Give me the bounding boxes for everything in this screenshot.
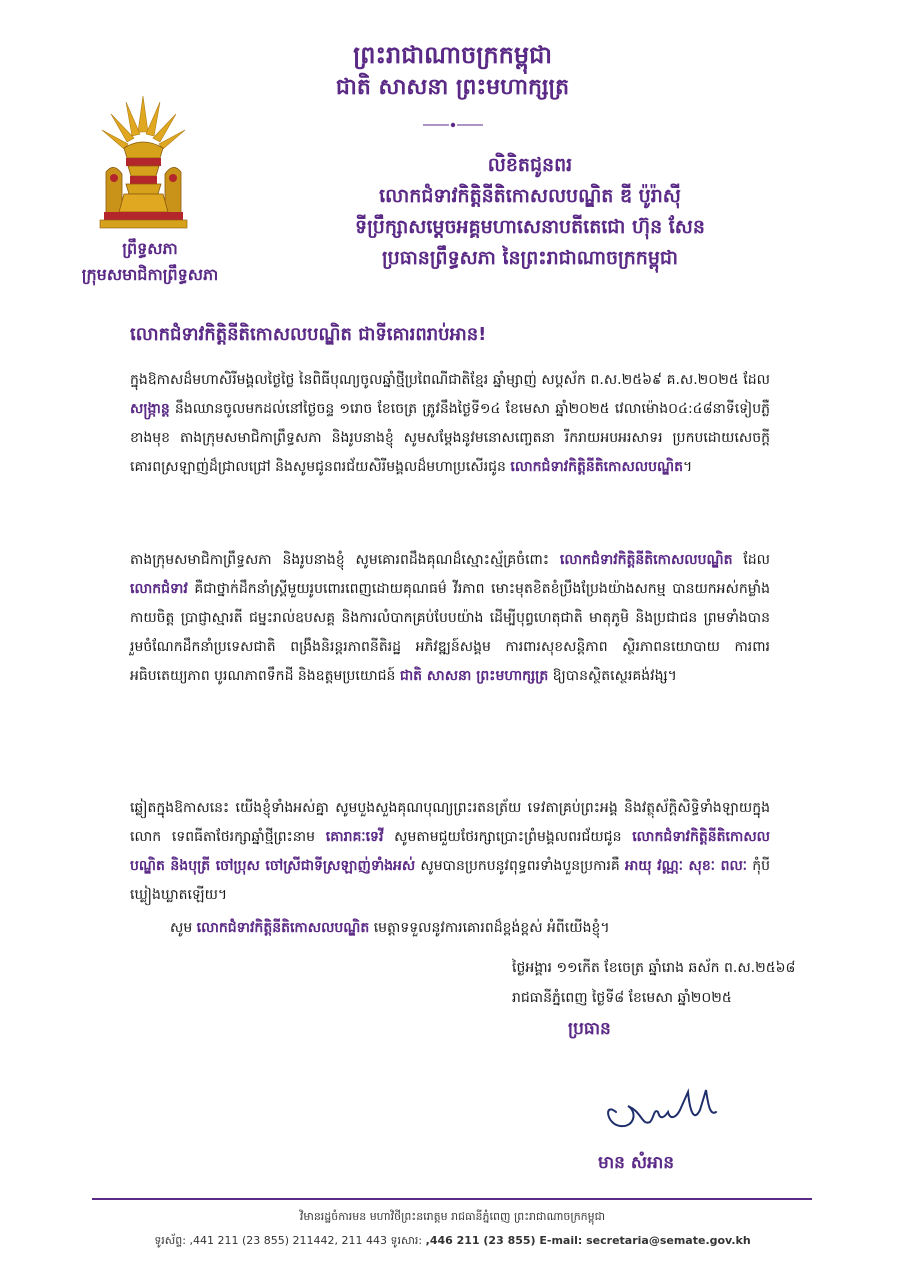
senate-members-group: ក្រុមសមាជិកាព្រឹទ្ធសភា	[81, 265, 219, 284]
highlight: សង្ក្រាន្ត	[130, 401, 170, 417]
text: សូមតាមជួយថែរក្សាប្រោះព្រំមង្គលពរជ័យជូន	[383, 829, 633, 845]
lunar-date: ថ្ងៃអង្គារ ១១កើត ខែចេត្រ ឆ្នាំរោង ឆស័ក ព.ស.២៥៦៨	[512, 960, 796, 976]
highlight: លោកជំទាវកិត្តិនីតិកោសលបណ្ឌិត	[196, 920, 370, 936]
text: ឱ្យបានស្ថិតស្ថេរគង់វង្ស។	[548, 668, 677, 684]
senate-emblem-icon	[96, 92, 191, 232]
email-address: E-mail: secretaria@semate.gov.kh	[535, 1234, 751, 1247]
text: សូម	[170, 920, 197, 936]
body-paragraph-2	[130, 546, 770, 691]
text: កុំបីឃ្លៀងឃ្លាតឡើយ។	[130, 858, 770, 903]
text: ឆ្លៀតក្នុងឱកាសនេះ យើងខ្ញុំទាំងអស់គ្នា សូមបួងសួងគុណបុណ្យព្រះរតនត្រ័យ ទេវតាគ្រប់ព្រះអង្គ និងវត្ថុស័ក្តិសិទ្ធិទាំងឡាយក្នុងលោក ទេពធីតាថែរក្សាឆ្នាំថ្មីព្រះនាម	[130, 800, 770, 845]
highlight: លោកជំទាវកិត្តិនីតិកោសលបណ្ឌិត	[559, 552, 733, 568]
salutation: លោកជំទាវកិត្តិនីតិកោសលបណ្ឌិត ជាទីគោរពរាប់អាន!	[130, 324, 487, 345]
closing-line	[170, 918, 610, 939]
highlight: លោកជំទាវកិត្តិនីតិកោសលបណ្ឌិត	[510, 459, 683, 475]
fax-number: ,446 211 (23 855)	[425, 1234, 536, 1247]
highlight: អាយុ វណ្ណៈ សុខៈ ពលៈ	[624, 858, 748, 874]
signer-name: មាន សំអាន	[598, 1153, 675, 1173]
divider-ornament-icon	[423, 122, 483, 128]
recipient-title-1: ទីប្រឹក្សាសម្តេចអគ្គមហាសេនាបតីតេជោ ហ៊ុន សែន	[355, 216, 705, 238]
national-motto: ជាតិ សាសនា ព្រះមហាក្សត្រ	[335, 75, 570, 100]
text: គឺជាថ្នាក់ដឹកនាំស្ត្រីមួយរូបពោរពេញដោយគុណធម៌ វីរភាព មោះមុតខិតខំប្រឹងប្រែងយ៉ាងសកម្ម បានយកអស់កម្លាំងកាយចិត្ត ប្រាជ្ញាស្មារតី ជម្នះរាល់ឧបសគ្គ និងការលំបាកគ្រប់បែបយ៉ាង ដើម្បីបុព្វហេតុជាតិ មាតុភូមិ និងប្រជាជន ព្រមទាំងបានរួមចំណែកដឹកនាំប្រទេសជាតិ ពង្រឹងនិរន្តរភាពនីតិរដ្ឋ អភិវឌ្ឍន៍សង្គម ការពារសុខសន្តិភាព ស្ថិរភាពនយោបាយ ការពារអធិបតេយ្យភាព បូរណភាពទឹកដី និងឧត្តមប្រយោជន៍	[130, 581, 770, 684]
signer-role: ប្រធាន	[568, 1019, 611, 1039]
body-paragraph-1	[130, 366, 770, 482]
footer-divider	[92, 1198, 812, 1200]
text: ដែល	[732, 552, 770, 568]
text: តាងក្រុមសមាជិកាព្រឹទ្ធសភា និងរូបនាងខ្ញុំ សូមគោរពដឹងគុណដ៏ស្មោះស្ម័គ្រចំពោះ	[130, 552, 560, 568]
highlight: លោកជំទាវ	[130, 581, 188, 597]
text: សូមបានប្រកបនូវពុទ្ធពរទាំងបួនប្រការគឺ	[415, 858, 625, 874]
text: ក្នុងឱកាសដ៏មហាសិរីមង្គលថ្ងៃថ្លៃ នៃពិធីបុណ្យចូលឆ្នាំថ្មីប្រពៃណីជាតិខ្មែរ ឆ្នាំម្សាញ់ សប្តស័ក ព.ស.២៥៦៩ គ.ស.២០២៥ ដែល	[130, 372, 770, 388]
text: មេត្តាទទួលនូវការគោរពដ៏ខ្ពង់ខ្ពស់ អំពីយើងខ្ញុំ។	[369, 920, 610, 936]
body-paragraph-3	[130, 794, 770, 910]
letter-title	[240, 150, 820, 274]
phone-label: ទូរស័ព្ទ:	[154, 1234, 190, 1247]
kingdom-name: ព្រះរាជាណាចក្រកម្ពុជា	[353, 41, 552, 69]
text: នឹងឈានចូលមកដល់នៅថ្ងៃចន្ទ ១រោច ខែចេត្រ ត្រូវនឹងថ្ងៃទី១៤ ខែមេសា ឆ្នាំ២០២៥ វេលាម៉ោង០៤:៤៨នាទីទៀបភ្លឺ ខាងមុខ តាងក្រុមសមាជិកាព្រឹទ្ធសភា និងរូបនាងខ្ញុំ សូមសម្តែងនូវមនោសញ្ចេតនា រីករាយអបអរសាទរ ប្រកបដោយសេចក្តីគោរពស្រឡាញ់ដ៏ជ្រាលជ្រៅ និងសូមជូនពរជ័យសិរីមង្គលដ៏មហាប្រសើរជូន	[130, 401, 770, 475]
recipient-title-2: ប្រធានព្រឹទ្ធសភា នៃព្រះរាជាណាចក្រកម្ពុជា	[382, 247, 678, 269]
footer-contacts	[0, 1234, 905, 1250]
senate-label	[30, 236, 270, 288]
highlight: ជាតិ សាសនា ព្រះមហាក្សត្រ	[399, 668, 549, 684]
phone-number: ,441 211 (23 855) 211442, 211 443	[189, 1234, 387, 1247]
fax-label: ទូរសារ:	[387, 1234, 426, 1247]
letter-type: លិខិតជូនពរ	[487, 154, 573, 176]
text: ។	[682, 459, 693, 475]
highlight: លោកជំទាវកិត្តិនីតិកោសលបណ្ឌិត និងបុត្រី ចៅប្រុស ចៅស្រីជាទីស្រឡាញ់ទាំងអស់	[130, 829, 770, 874]
highlight: គោរាគៈទេវី	[325, 829, 384, 845]
senate-name: ព្រឹទ្ធសភា	[122, 239, 178, 258]
place-and-date: រាជធានីភ្នំពេញ ថ្ងៃទី៨ ខែមេសា ឆ្នាំ២០២៥	[512, 990, 732, 1006]
footer-address: វិមានរដ្ឋចំការមន មហាវិថីព្រះនរោត្តម រាជធានីភ្នំពេញ ព្រះរាជាណាចក្រកម្ពុជា	[299, 1210, 606, 1223]
handwritten-signature-icon	[598, 1082, 723, 1137]
recipient-name: លោកជំទាវកិត្តិនីតិកោសលបណ្ឌិត ឌី ប៉ូរ៉ាសុី	[379, 185, 681, 207]
